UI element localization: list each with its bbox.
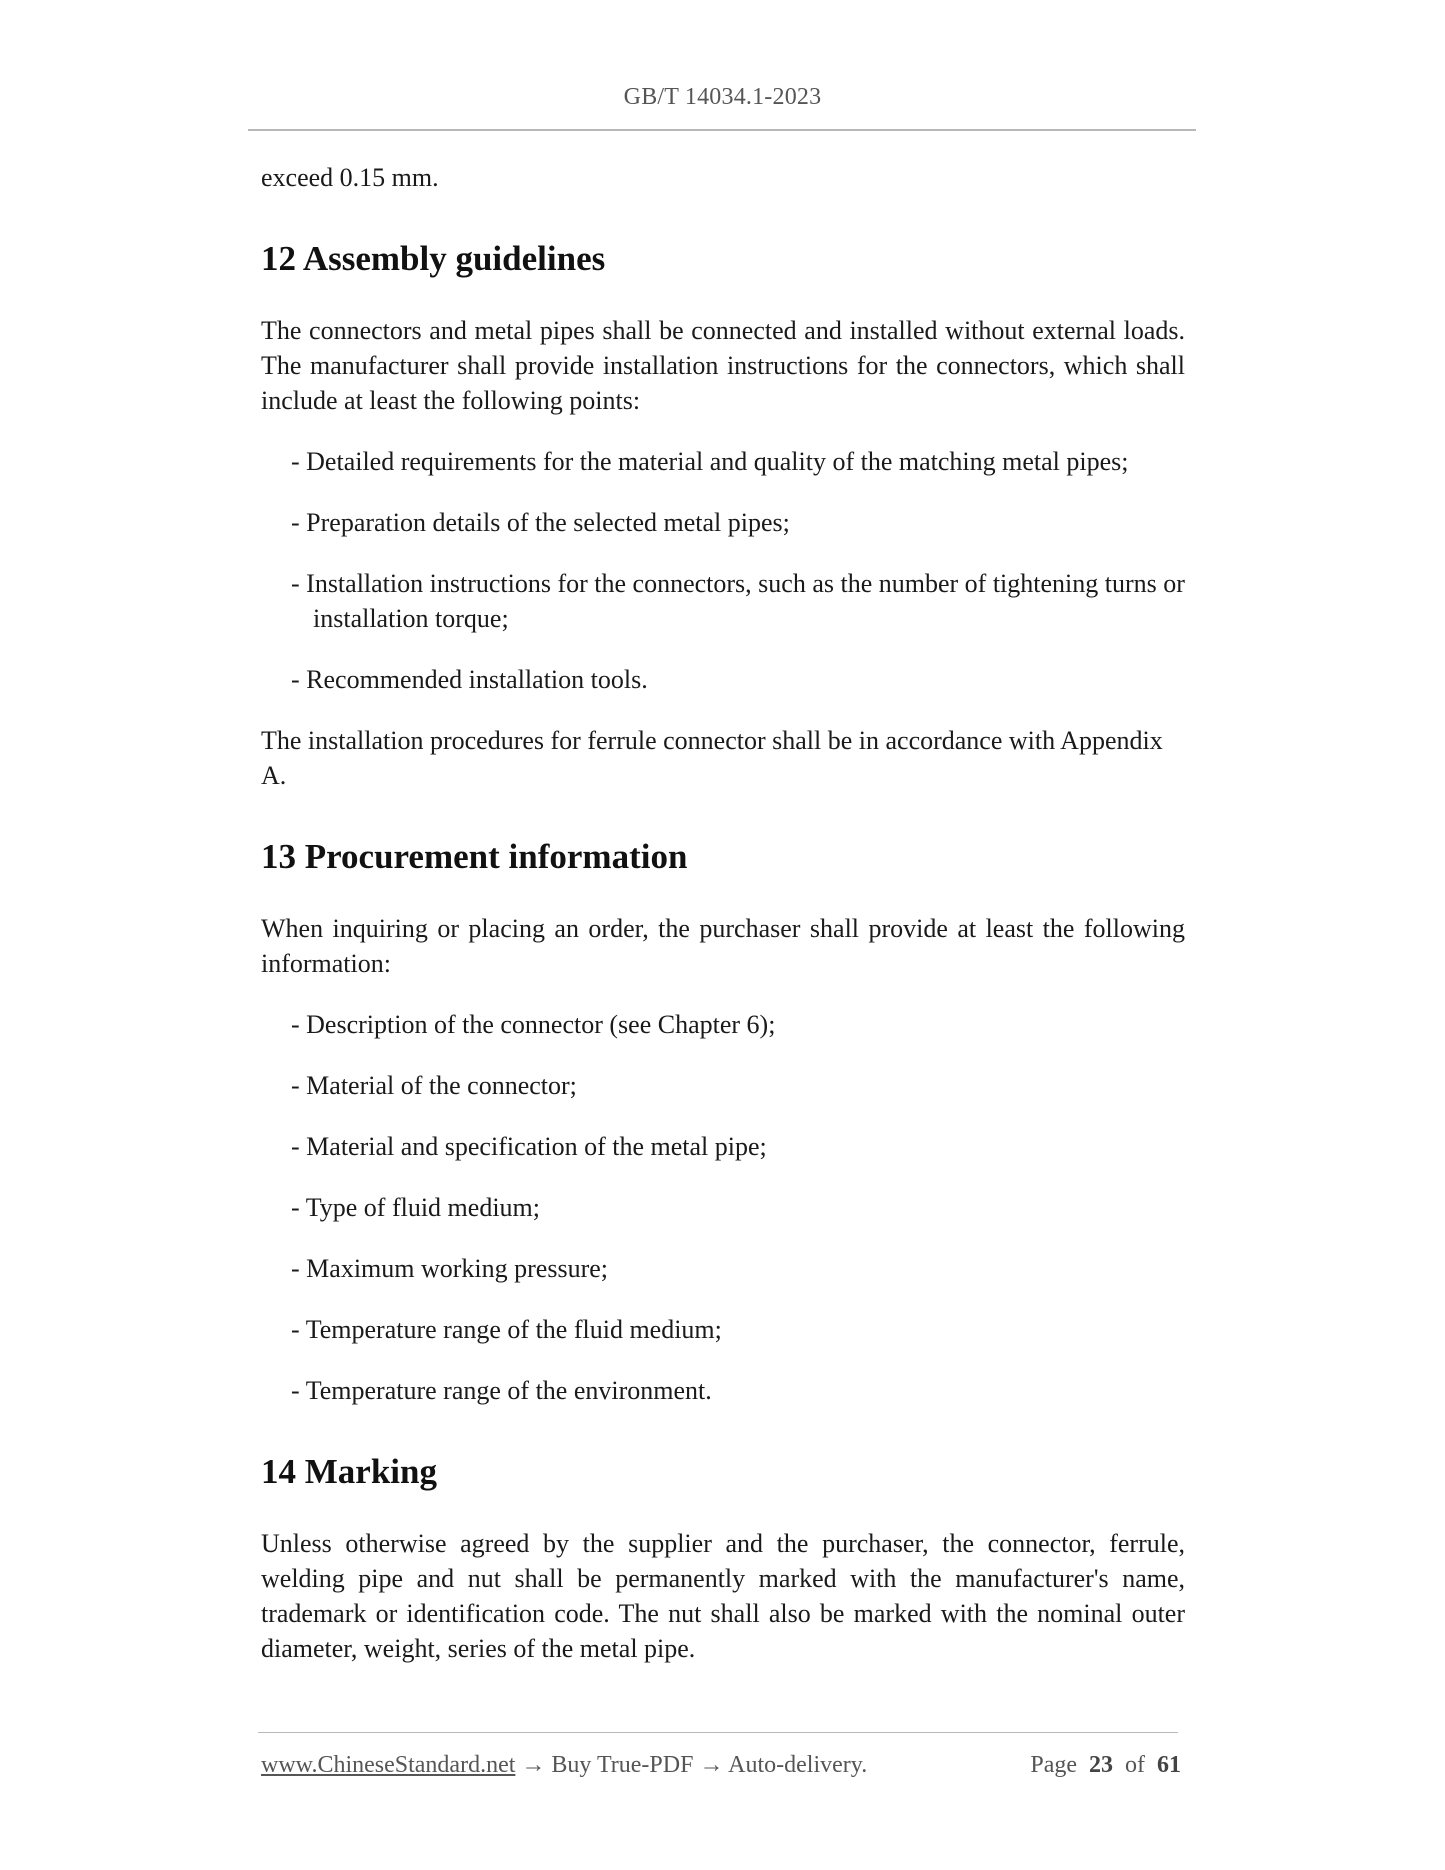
footer-promo — [261, 1752, 867, 1779]
list-item: - Material and specification of the metal pipe; — [291, 1132, 767, 1161]
section-13-heading: 13 Procurement information — [261, 837, 688, 876]
page-number: 23 — [1089, 1752, 1113, 1778]
list-item: - Description of the connector (see Chapter 6); — [291, 1010, 776, 1039]
header-divider — [248, 129, 1196, 131]
of-label: of — [1125, 1752, 1145, 1778]
section-12-heading: 12 Assembly guidelines — [261, 239, 606, 278]
list-item: - Recommended installation tools. — [291, 665, 648, 694]
page-label: Page — [1030, 1752, 1077, 1778]
list-item: - Preparation details of the selected metal pipes; — [291, 508, 790, 537]
delivery-text: Auto-delivery. — [728, 1752, 868, 1778]
website-link[interactable]: www.ChineseStandard.net — [261, 1752, 516, 1778]
page-indicator — [1030, 1752, 1181, 1779]
list-item: - Material of the connector; — [291, 1071, 577, 1100]
list-item: - Maximum working pressure; — [291, 1254, 609, 1283]
document-body — [261, 160, 1185, 1666]
section-13-paragraph: When inquiring or placing an order, the purchaser shall provide at least the following information: — [261, 914, 1185, 978]
section-14-paragraph: Unless otherwise agreed by the supplier and the purchaser, the connector, ferrule, welding pipe and nut shall be permanently marked with the manufacturer's name, trademark or identification code. The nut shall also be marked with the nominal outer diameter, weight, series of the metal pipe. — [261, 1529, 1185, 1663]
arrow-icon: → — [521, 1752, 546, 1778]
list-item: - Temperature range of the fluid medium; — [291, 1315, 722, 1344]
section-12-closing-paragraph: The installation procedures for ferrule connector shall be in accordance with Appendix A. — [261, 726, 1163, 790]
list-item: - Type of fluid medium; — [291, 1193, 540, 1222]
section-14-heading: 14 Marking — [261, 1452, 437, 1491]
continued-text: exceed 0.15 mm. — [261, 163, 439, 192]
arrow-icon: → — [699, 1752, 724, 1778]
buy-text: Buy True-PDF — [551, 1752, 694, 1778]
list-item: - Temperature range of the environment. — [291, 1376, 712, 1405]
section-12-paragraph: The connectors and metal pipes shall be connected and installed without external loads. The manufacturer shall provide installation instructions for the connectors, which shall include at least the following points: — [261, 316, 1185, 415]
total-pages: 61 — [1157, 1752, 1181, 1778]
footer-divider — [258, 1732, 1178, 1733]
list-item: - Detailed requirements for the material and quality of the matching metal pipes; — [291, 447, 1129, 476]
list-item: - Installation instructions for the connectors, such as the number of tightening turns or installation torque; — [291, 569, 1185, 633]
page-header: GB/T 14034.1-2023 — [623, 84, 822, 110]
